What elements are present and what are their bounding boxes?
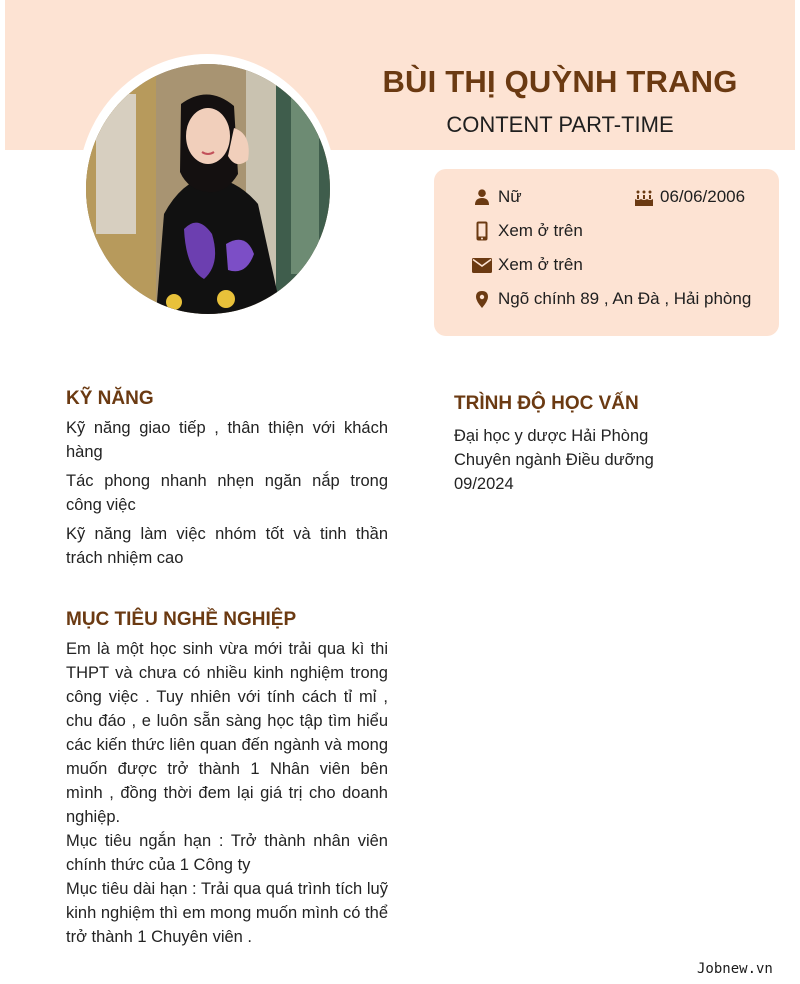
gender-row xyxy=(472,187,522,207)
envelope-icon xyxy=(472,255,492,275)
skill-item: Kỹ năng giao tiếp , thân thiện với khách hàng xyxy=(66,419,388,461)
gender-value: Nữ xyxy=(498,187,522,206)
email-value: Xem ở trên xyxy=(498,255,583,274)
birthday-cake-icon xyxy=(634,187,654,207)
user-icon xyxy=(472,187,492,207)
education-details xyxy=(454,424,654,496)
skills-list xyxy=(66,416,388,575)
mobile-phone-icon xyxy=(472,221,492,241)
phone-value: Xem ở trên xyxy=(498,221,583,240)
map-marker-icon xyxy=(472,289,492,309)
portrait-photo-icon xyxy=(86,64,330,314)
candidate-name: BÙI THỊ QUỲNH TRANG xyxy=(382,64,738,99)
goal-paragraph: Mục tiêu dài hạn : Trải qua quá trình tích luỹ kinh nghiệm thì em mong muốn mình có thể trở thành 1 Chuyên viên . xyxy=(66,880,388,946)
education-heading: TRÌNH ĐỘ HỌC VẤN xyxy=(454,393,639,414)
goal-paragraph: Em là một học sinh vừa mới trải qua kì thi THPT và chưa có nhiều kinh nghiệm trong công việc . Tuy nhiên với tính cách tỉ mỉ , chu đáo , e luôn sẵn sàng học tập tìm hiểu các kiến thức liên quan đến ngành và mong muốn được trở thành 1 Nhân viên bên mình , đồng thời đem lại giá trị cho doanh nghiệp. xyxy=(66,640,388,826)
education-major: Chuyên ngành Điều dưỡng xyxy=(454,451,654,469)
contact-box xyxy=(434,169,779,336)
career-goal-text xyxy=(66,637,388,949)
job-title: CONTENT PART-TIME xyxy=(446,112,674,137)
address-row xyxy=(472,289,751,309)
career-goal-heading: MỤC TIÊU NGHỀ NGHIỆP xyxy=(66,609,297,630)
skill-item: Kỹ năng làm việc nhóm tốt và tinh thần trách nhiệm cao xyxy=(66,525,388,567)
education-school: Đại học y dược Hải Phòng xyxy=(454,427,649,445)
birthday-row xyxy=(634,187,745,207)
phone-row xyxy=(472,221,583,241)
avatar xyxy=(86,64,330,314)
skill-item: Tác phong nhanh nhẹn ngăn nắp trong công việc xyxy=(66,472,388,514)
birthday-value: 06/06/2006 xyxy=(660,187,746,206)
skills-heading: KỸ NĂNG xyxy=(66,388,154,409)
education-date: 09/2024 xyxy=(454,475,514,493)
email-row xyxy=(472,255,583,275)
address-value: Ngõ chính 89 , An Đà , Hải phòng xyxy=(498,289,752,308)
brand-watermark: Jobnew.vn xyxy=(697,961,773,977)
goal-paragraph: Mục tiêu ngắn hạn : Trở thành nhân viên chính thức của 1 Công ty xyxy=(66,832,388,874)
